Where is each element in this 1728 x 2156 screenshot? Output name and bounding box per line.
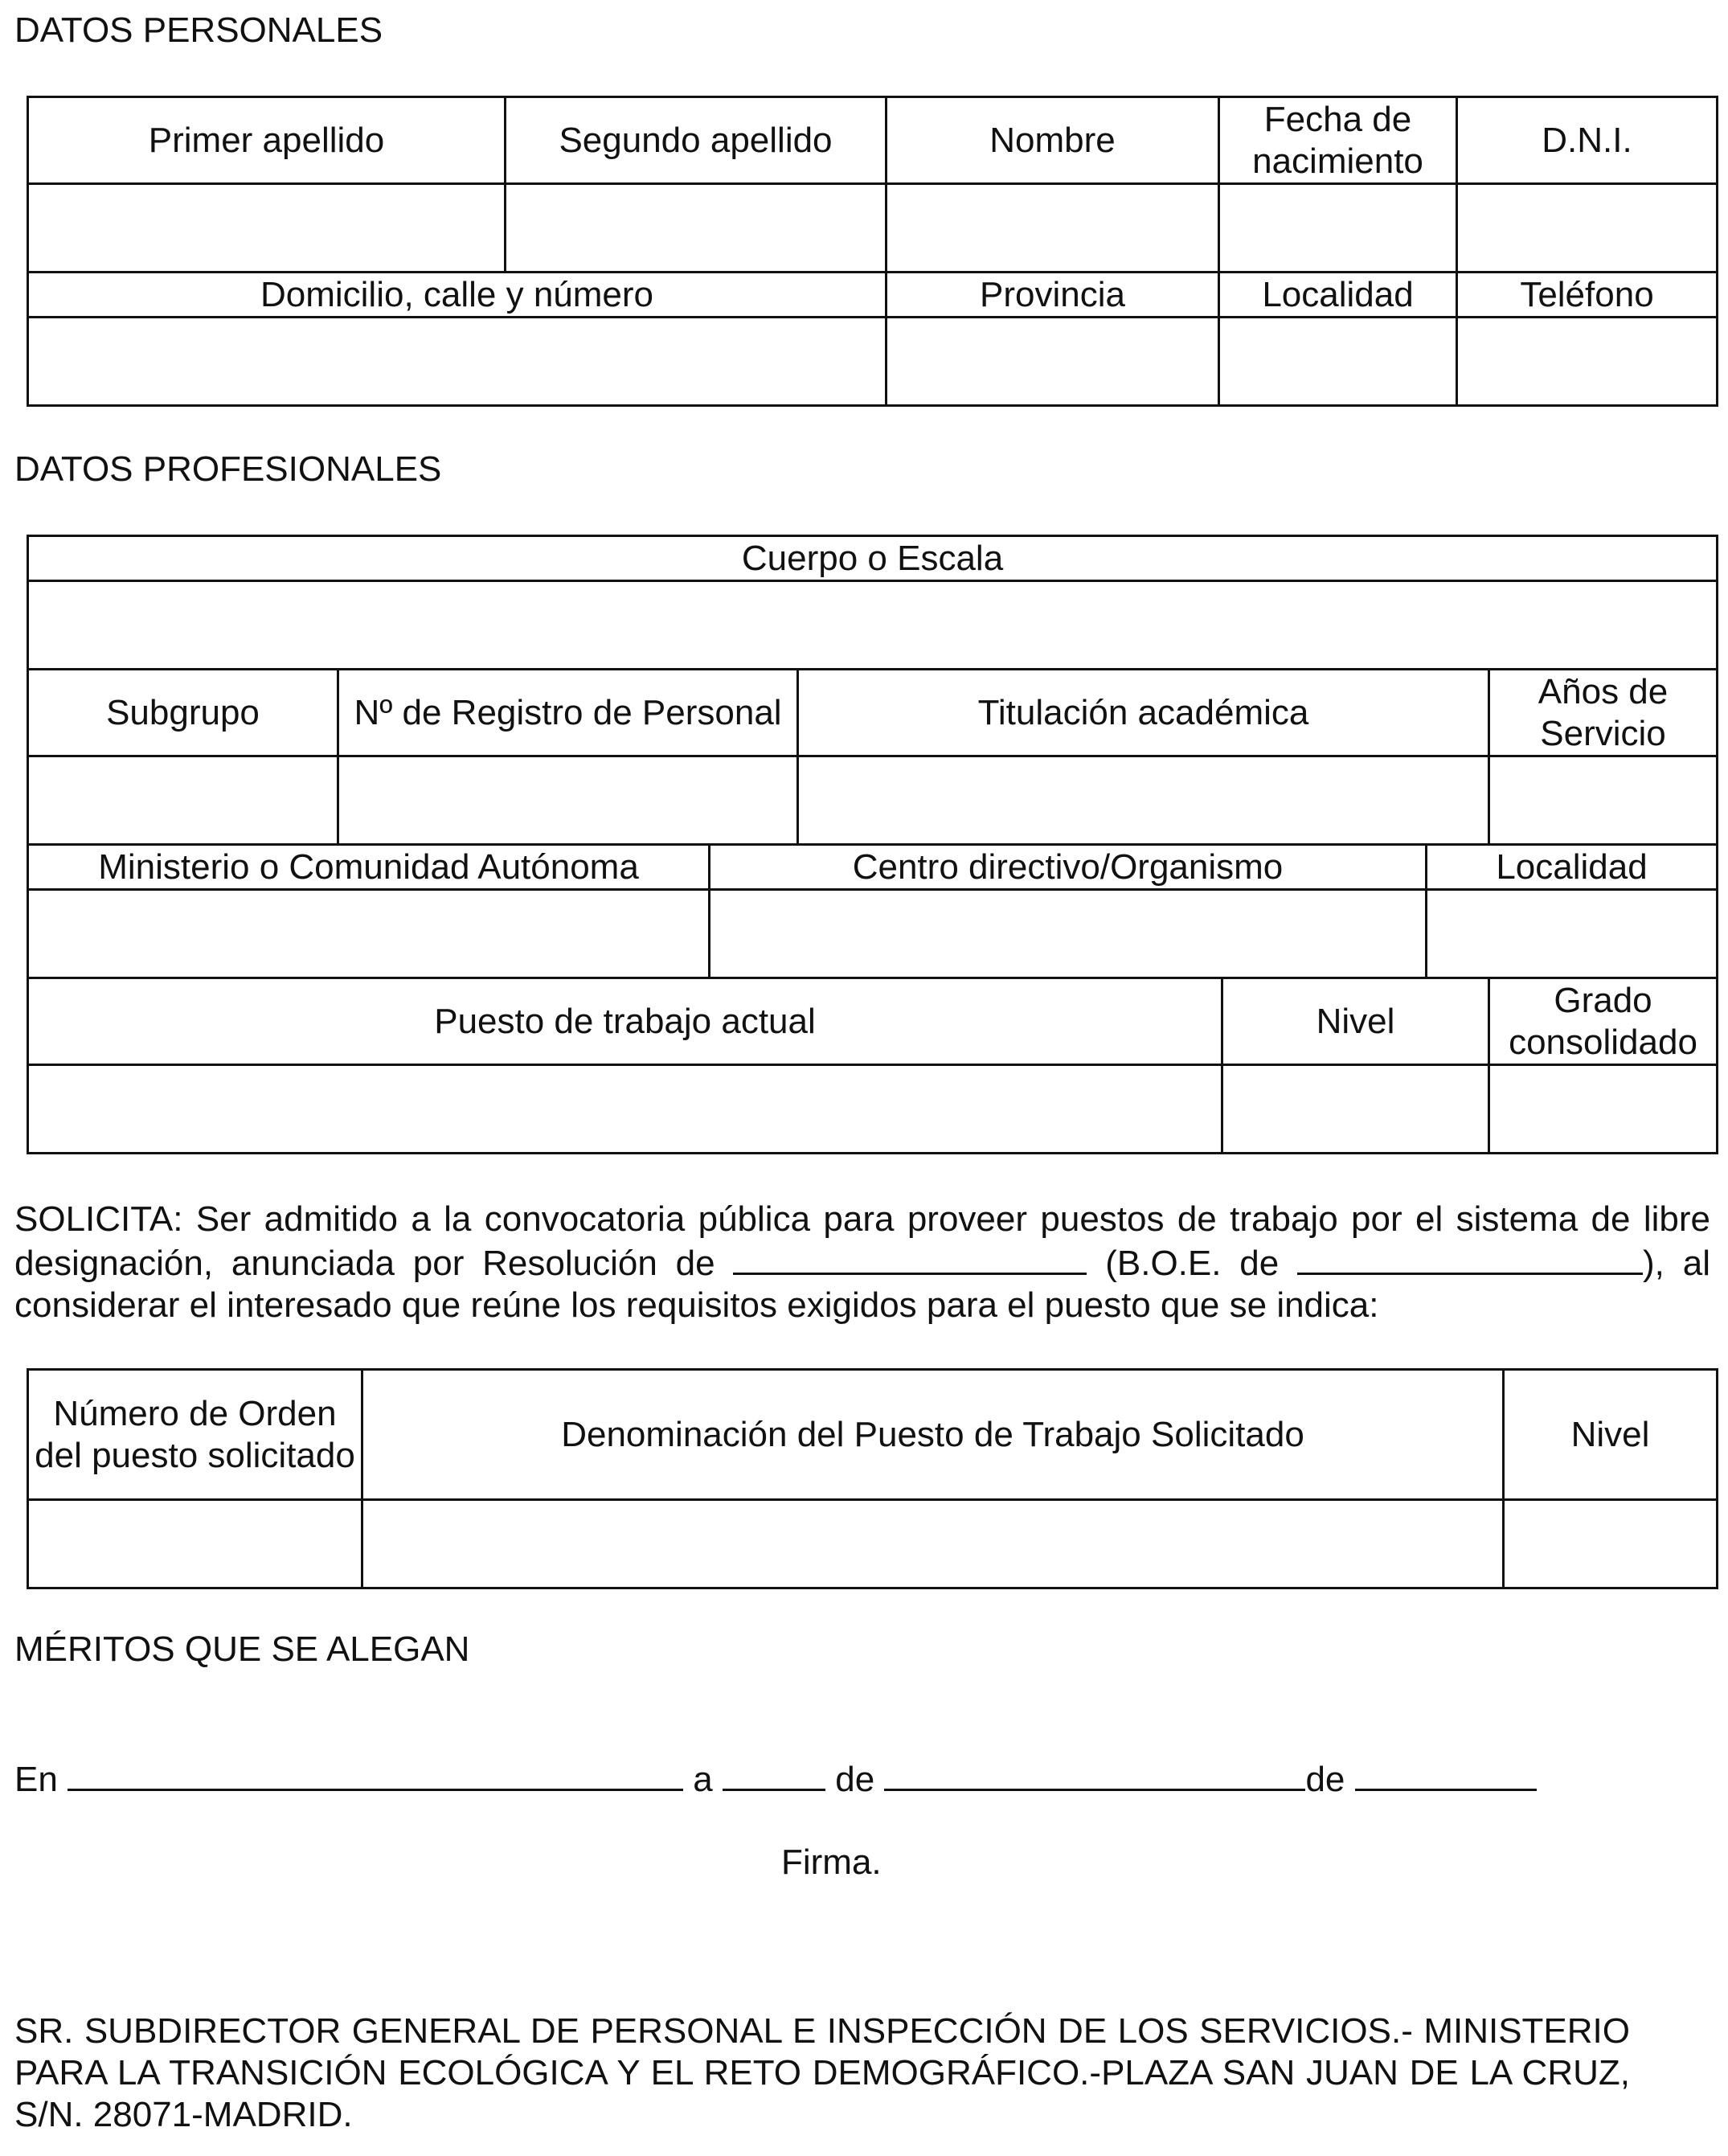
section-heading-personal: DATOS PERSONALES: [14, 10, 383, 50]
year-blank[interactable]: [1355, 1756, 1537, 1791]
a-label: a: [693, 1760, 713, 1799]
header-fecha-nacimiento: Fecha de nacimiento: [1219, 97, 1457, 184]
header-titulacion: Titulación académica: [798, 670, 1489, 756]
firma-label: Firma.: [781, 1842, 882, 1882]
field-segundo-apellido[interactable]: [506, 184, 887, 273]
header-registro-personal: Nº de Registro de Personal: [338, 670, 798, 756]
field-registro-personal[interactable]: [338, 756, 798, 845]
header-subgrupo: Subgrupo: [28, 670, 338, 756]
field-puesto-actual[interactable]: [28, 1065, 1222, 1154]
field-dni[interactable]: [1457, 184, 1718, 273]
field-titulacion[interactable]: [798, 756, 1489, 845]
field-telefono[interactable]: [1457, 318, 1718, 406]
field-anos-servicio[interactable]: [1489, 756, 1718, 845]
de-label-2: de: [1305, 1760, 1345, 1799]
field-grado-consolidado[interactable]: [1489, 1065, 1718, 1154]
header-provincia: Provincia: [887, 273, 1219, 318]
header-centro-directivo: Centro directivo/Organismo: [710, 845, 1427, 890]
header-numero-orden: Número de Orden del puesto solicitado: [28, 1370, 362, 1500]
field-denominacion-puesto[interactable]: [362, 1500, 1504, 1588]
solicita-text-2: (B.O.E. de: [1105, 1244, 1280, 1283]
header-primer-apellido: Primer apellido: [28, 97, 506, 184]
field-primer-apellido[interactable]: [28, 184, 506, 273]
de-label-1: de: [835, 1760, 875, 1799]
month-blank[interactable]: [884, 1756, 1305, 1791]
header-puesto-actual: Puesto de trabajo actual: [28, 978, 1222, 1065]
recipient-address: SR. SUBDIRECTOR GENERAL DE PERSONAL E INSPECCIÓN DE LOS SERVICIOS.- MINISTERIO PARA LA TRANSICIÓN ECOLÓGICA Y EL RETO DEMOGRÁFICO.-PLAZA SAN JUAN DE LA CRUZ, S/N. 28071-MADRID.: [14, 2011, 1630, 2134]
field-fecha-nacimiento[interactable]: [1219, 184, 1457, 273]
header-anos-servicio: Años de Servicio: [1489, 670, 1718, 756]
header-segundo-apellido: Segundo apellido: [506, 97, 887, 184]
solicita-text-4: al considerar el interesado que reúne los requisitos exigidos para el puesto que se indica:: [14, 1244, 1710, 1325]
section-heading-meritos: MÉRITOS QUE SE ALEGAN: [14, 1629, 470, 1669]
header-nivel-solicitado: Nivel: [1504, 1370, 1718, 1500]
field-nombre[interactable]: [887, 184, 1219, 273]
place-date-line: [14, 1756, 1537, 1801]
field-subgrupo[interactable]: [28, 756, 338, 845]
en-label: En: [14, 1760, 58, 1799]
header-nivel: Nivel: [1222, 978, 1489, 1065]
header-cuerpo-escala: Cuerpo o Escala: [28, 536, 1718, 581]
field-localidad-profesional[interactable]: [1427, 890, 1718, 978]
header-localidad-profesional: Localidad: [1427, 845, 1718, 890]
place-blank[interactable]: [68, 1756, 683, 1791]
header-domicilio: Domicilio, calle y número: [28, 273, 887, 318]
field-ministerio[interactable]: [28, 890, 710, 978]
header-grado-consolidado: Grado consolidado: [1489, 978, 1718, 1065]
resolucion-date-blank[interactable]: [733, 1240, 1087, 1275]
professional-data-table-3: [27, 977, 1718, 1154]
header-localidad: Localidad: [1219, 273, 1457, 318]
personal-data-table: [27, 96, 1718, 407]
field-localidad[interactable]: [1219, 318, 1457, 406]
boe-date-blank[interactable]: [1297, 1240, 1643, 1275]
solicita-text-1: Ser admitido a la convocatoria pública para proveer puestos de trabajo por el sistema de libre designación, anunciada por Resolución de: [14, 1199, 1710, 1283]
professional-data-table-1: [27, 535, 1718, 846]
solicita-text-3: ),: [1643, 1244, 1665, 1283]
solicita-label: SOLICITA:: [14, 1199, 183, 1239]
field-nivel[interactable]: [1222, 1065, 1489, 1154]
header-nombre: Nombre: [887, 97, 1219, 184]
professional-data-table-2: [27, 843, 1718, 979]
field-cuerpo-escala[interactable]: [28, 581, 1718, 670]
header-denominacion-puesto: Denominación del Puesto de Trabajo Solicitado: [362, 1370, 1504, 1500]
section-heading-profesional: DATOS PROFESIONALES: [14, 449, 442, 489]
solicita-paragraph: [14, 1199, 1710, 1326]
field-nivel-solicitado[interactable]: [1504, 1500, 1718, 1588]
field-numero-orden[interactable]: [28, 1500, 362, 1588]
field-centro-directivo[interactable]: [710, 890, 1427, 978]
field-domicilio[interactable]: [28, 318, 887, 406]
day-blank[interactable]: [723, 1756, 825, 1791]
requested-position-table: [27, 1368, 1718, 1589]
header-ministerio: Ministerio o Comunidad Autónoma: [28, 845, 710, 890]
header-telefono: Teléfono: [1457, 273, 1718, 318]
header-dni: D.N.I.: [1457, 97, 1718, 184]
field-provincia[interactable]: [887, 318, 1219, 406]
